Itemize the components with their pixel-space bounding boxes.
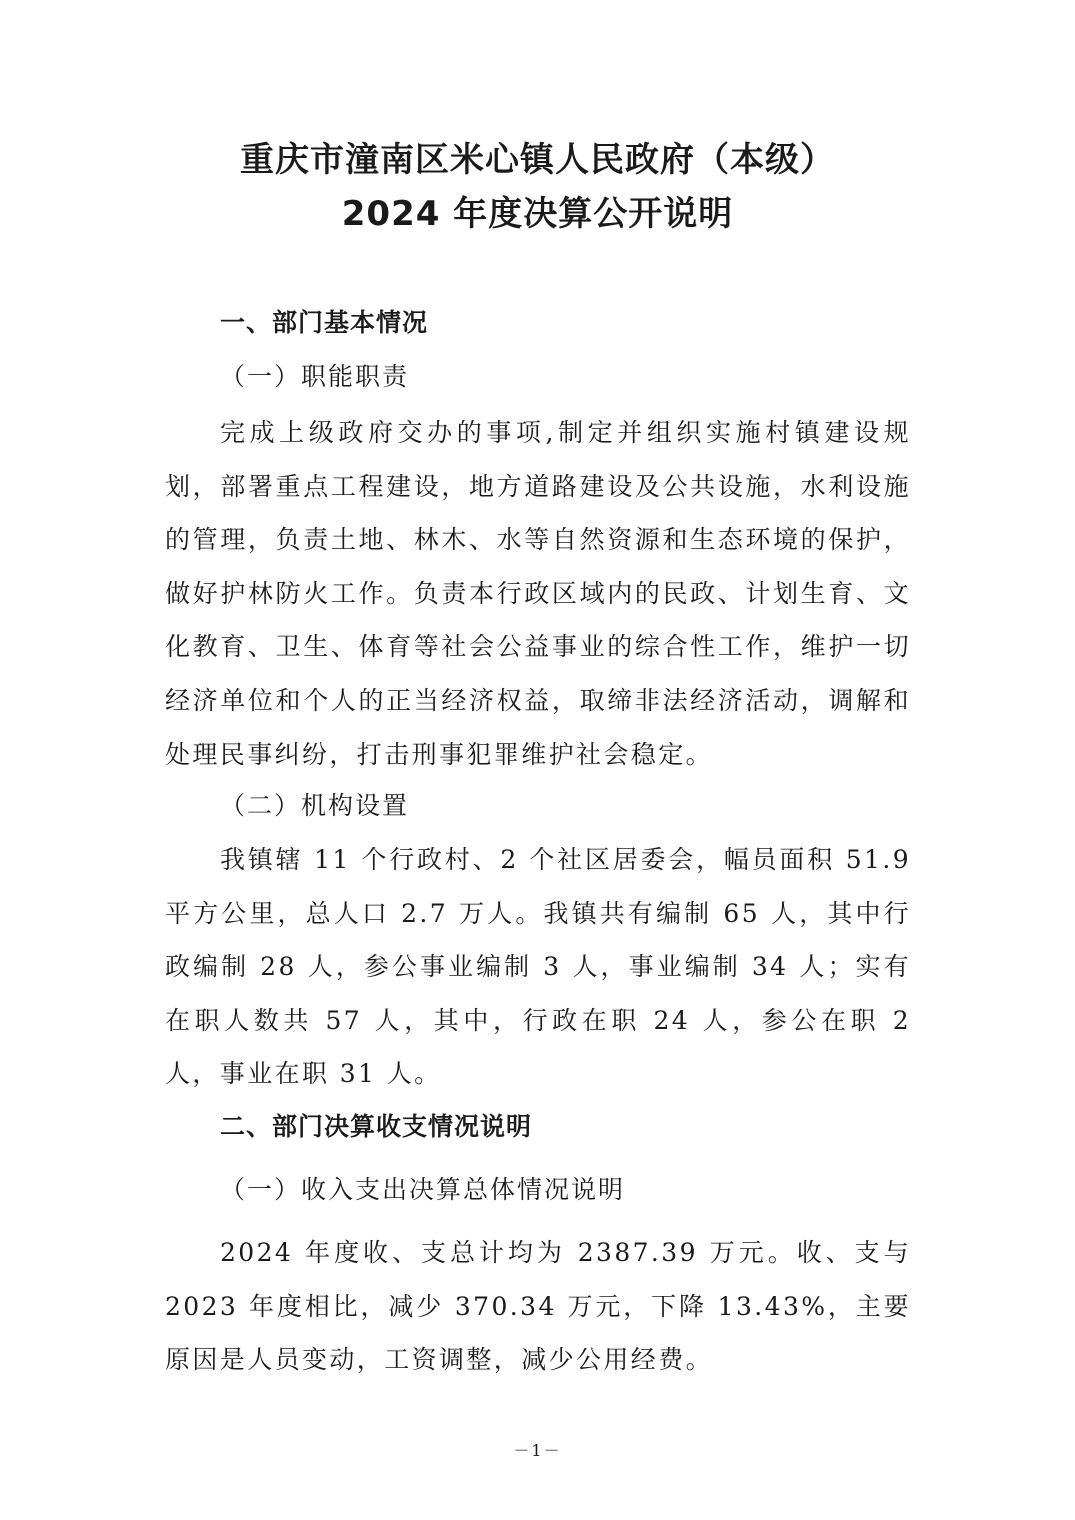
paragraph-organization: 我镇辖 11 个行政村、2 个社区居委会，幅员面积 51.9 平方公里，总人口 2.7 万人。我镇共有编制 65 人，其中行政编制 28 人，参公事业编制 3 人，事业编制 34 人；实有在职人数共 57 人，其中，行政在职 24 人，参公在职 2 人，事业在职 31 人。 <box>165 845 911 1089</box>
paragraph-functions: 完成上级政府交办的事项,制定并组织实施村镇建设规划，部署重点工程建设，地方道路建设及公共设施，水利设施的管理，负责土地、林木、水等自然资源和生态环境的保护，做好护林防火工作。负责本行政区域内的民政、计划生育、文化教育、卫生、体育等社会公益事业的综合性工作，维护一切经济单位和个人的正当经济权益，取缔非法经济活动，调解和处理民事纠纷，打击刑事犯罪维护社会稳定。 <box>165 418 911 769</box>
section-heading-basic-info: 一、部门基本情况 <box>220 308 429 337</box>
paragraph-income-expense: 2024 年度收、支总计均为 2387.39 万元。收、支与 2023 年度相比，减少 370.34 万元，下降 13.43%，主要原因是人员变动，工资调整，减少公用经费。 <box>165 1238 911 1375</box>
document-title-line1: 重庆市潼南区米心镇人民政府（本级） <box>240 140 835 180</box>
page-number: －1－ <box>513 1441 562 1460</box>
subsection-heading-organization: （二）机构设置 <box>220 791 410 820</box>
section-heading-budget: 二、部门决算收支情况说明 <box>220 1112 533 1141</box>
subsection-heading-functions: （一）职能职责 <box>220 362 410 391</box>
subsection-heading-income-expense: （一）收入支出决算总体情况说明 <box>220 1175 626 1204</box>
document-title-line2: 2024 年度决算公开说明 <box>341 194 734 234</box>
